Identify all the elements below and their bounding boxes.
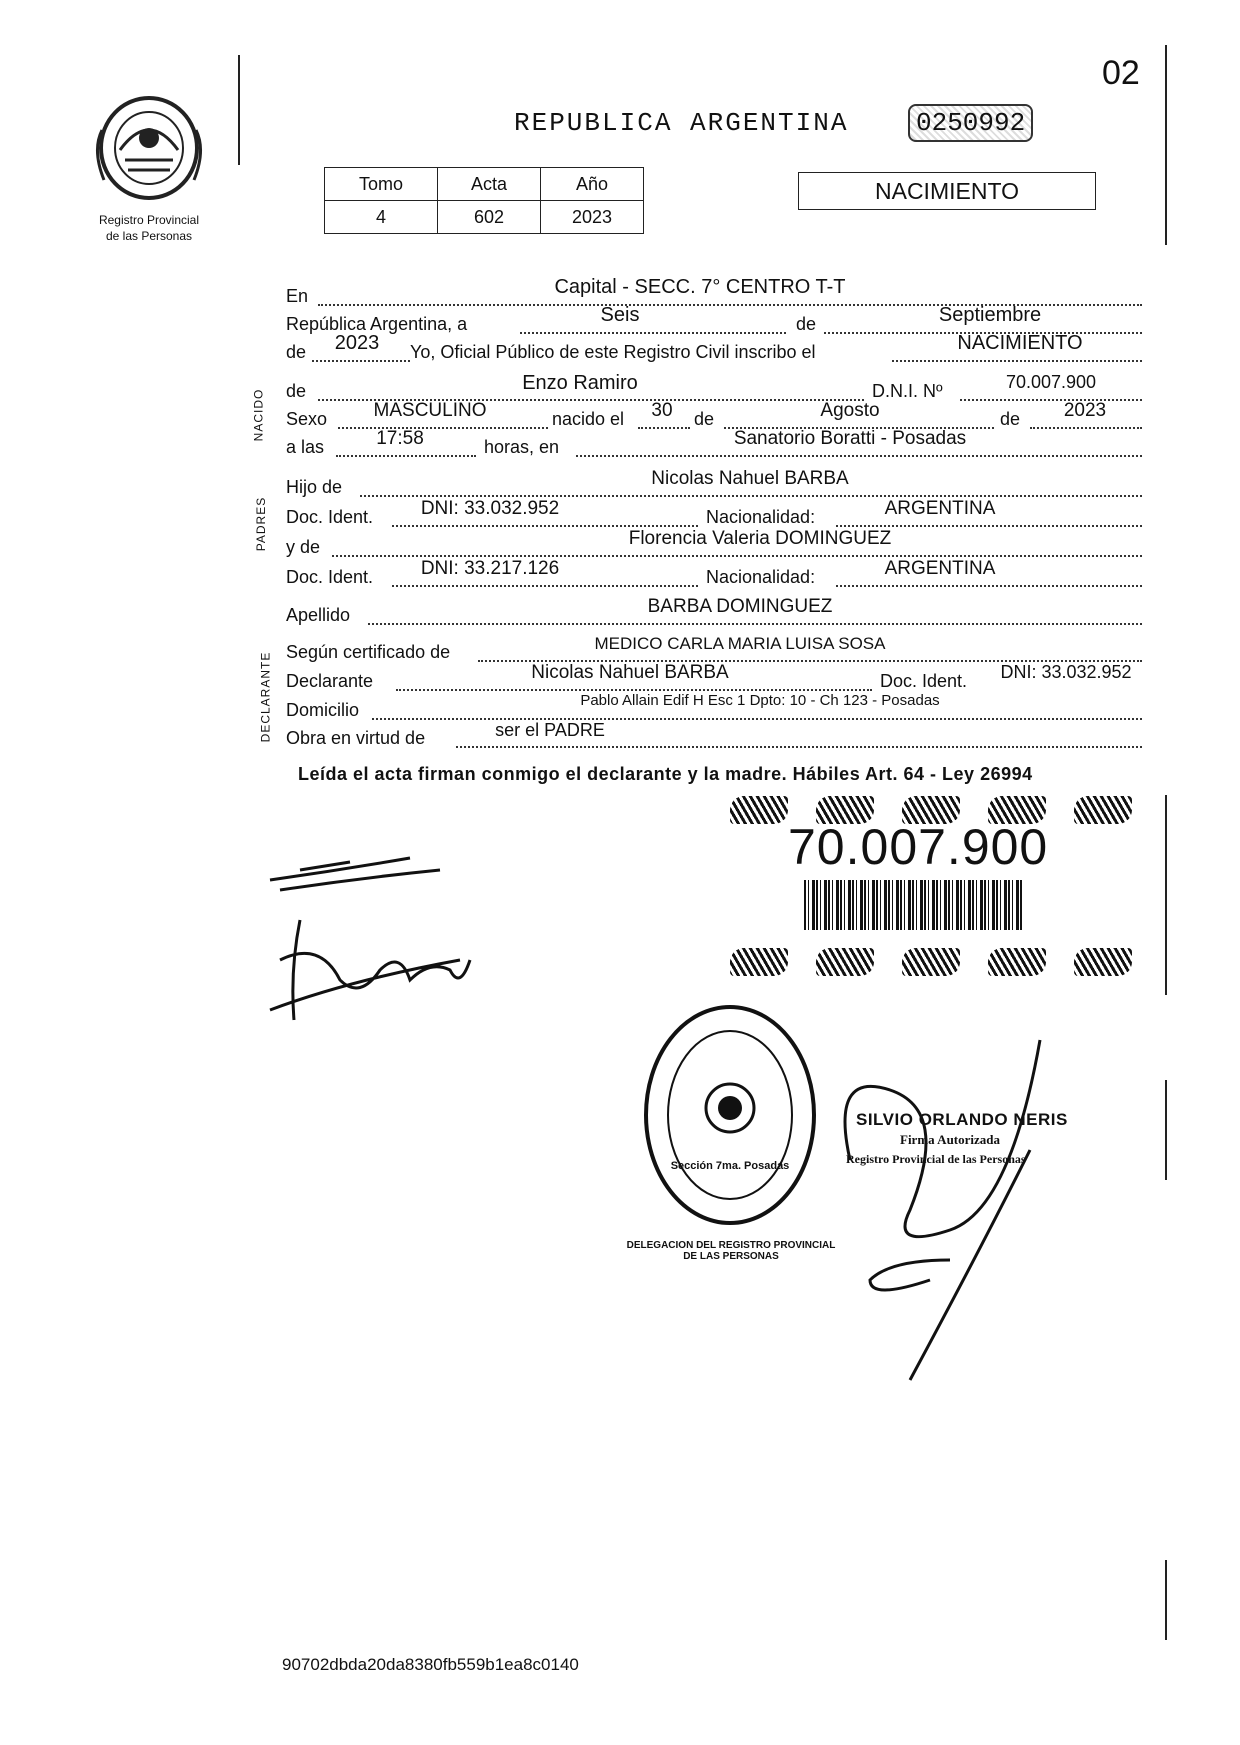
footer-hash: 90702dbda20da8380fb559b1ea8c0140 — [282, 1655, 579, 1674]
label-de-anio: de — [286, 342, 307, 362]
label-dni: D.N.I. Nº — [872, 381, 943, 401]
dots-padre-nac — [836, 525, 1142, 527]
official-signature — [830, 1030, 1080, 1390]
right-margin-line-2 — [1165, 795, 1167, 995]
value-certificado: MEDICO CARLA MARIA LUISA SOSA — [594, 634, 886, 653]
label-de-nac-anio: de — [1000, 409, 1021, 429]
value-anio: 2023 — [334, 332, 380, 354]
document-title: REPUBLICA ARGENTINA — [514, 108, 849, 138]
label-horas-en: horas, en — [484, 437, 560, 457]
dots-padre-doc — [392, 525, 698, 527]
label-segun-certificado: Según certificado de — [286, 642, 451, 662]
dots-hora — [336, 455, 476, 457]
value-padre: Nicolas Nahuel BARBA — [651, 468, 849, 489]
dots-declarante — [396, 689, 872, 691]
label-nacionalidad-padre: Nacionalidad: — [706, 507, 816, 527]
value-declarante: Nicolas Nahuel BARBA — [531, 662, 729, 683]
dots-inscribo — [892, 360, 1142, 362]
ref-value-tomo: 4 — [325, 201, 438, 234]
official-org: Registro Provincial de las Personas — [846, 1152, 1026, 1166]
label-y-de: y de — [286, 537, 321, 557]
right-margin-line-3 — [1165, 1080, 1167, 1180]
label-sexo: Sexo — [286, 409, 328, 429]
value-nac-anio: 2023 — [1063, 400, 1107, 421]
side-label-nacido: NACIDO — [251, 388, 266, 442]
ref-value-acta: 602 — [438, 201, 541, 234]
value-madre-doc: DNI: 33.217.126 — [420, 558, 560, 579]
label-obra: Obra en virtud de — [286, 728, 426, 748]
stamp-number: 0250992 — [908, 104, 1033, 142]
value-dni: 70.007.900 — [1005, 372, 1097, 392]
dots-lugar — [576, 455, 1142, 457]
value-nac-mes: Agosto — [820, 400, 880, 421]
label-a-las: a las — [286, 437, 325, 457]
logo-org-line1: Registro Provincial — [98, 213, 200, 227]
value-padre-doc: DNI: 33.032.952 — [420, 498, 560, 519]
right-margin-line-4 — [1165, 1560, 1167, 1640]
value-lugar-nacimiento: Sanatorio Boratti - Posadas — [733, 428, 967, 449]
label-de-nac-mes: de — [694, 409, 715, 429]
left-margin-line — [238, 55, 240, 165]
value-nac-dia: 30 — [651, 400, 673, 421]
act-type-box: NACIMIENTO — [798, 172, 1096, 210]
label-nacionalidad-madre: Nacionalidad: — [706, 567, 816, 587]
label-oficial: Yo, Oficial Público de este Registro Civil inscribo el — [410, 342, 816, 362]
side-label-padres: PADRES — [254, 496, 269, 552]
value-madre: Florencia Valeria DOMINGUEZ — [628, 528, 892, 549]
official-title: Firma Autorizada — [900, 1132, 1001, 1147]
security-pattern-bottom — [730, 948, 1160, 981]
value-apellido: BARBA DOMINGUEZ — [647, 596, 833, 617]
official-name: SILVIO ORLANDO NERIS — [856, 1110, 1068, 1129]
label-republica: República Argentina, a — [286, 314, 468, 334]
dots-nac-anio — [1030, 427, 1142, 429]
dots-madre — [332, 555, 1142, 557]
value-dia: Seis — [600, 304, 640, 326]
label-domicilio: Domicilio — [286, 700, 360, 720]
value-hora: 17:58 — [376, 428, 424, 449]
value-domicilio: Pablo Allain Edif H Esc 1 Dpto: 10 - Ch 123 - Posadas — [580, 692, 940, 709]
reference-table — [324, 167, 644, 234]
value-madre-nac: ARGENTINA — [884, 558, 996, 579]
official-stamp — [640, 1000, 820, 1230]
dots-dia — [520, 332, 786, 334]
closing-text: Leída el acta firman conmigo el declarante y la madre. Hábiles Art. 64 - Ley 26994 — [298, 764, 1033, 784]
logo-org-line2: de las Personas — [105, 229, 193, 243]
ref-header-tomo: Tomo — [325, 168, 438, 201]
label-doc-ident-madre: Doc. Ident. — [286, 567, 374, 587]
page-number: 02 — [1102, 54, 1140, 92]
label-hijo-de: Hijo de — [286, 477, 343, 497]
value-lugar-registro: Capital - SECC. 7° CENTRO T-T — [554, 276, 846, 298]
ref-header-anio: Año — [541, 168, 644, 201]
declarant-signature — [260, 840, 500, 1060]
stamp-ring-text: DELEGACION DEL REGISTRO PROVINCIAL DE LAS PERSONAS — [626, 1240, 836, 1262]
value-obra: ser el PADRE — [495, 720, 605, 740]
ref-header-acta: Acta — [438, 168, 541, 201]
value-decl-doc: DNI: 33.032.952 — [1000, 662, 1132, 682]
label-apellido: Apellido — [286, 605, 351, 625]
side-label-declarante: DECLARANTE — [258, 651, 273, 743]
label-en: En — [286, 286, 309, 306]
value-padre-nac: ARGENTINA — [884, 498, 996, 519]
dots-obra — [456, 746, 1142, 748]
dots-apellido — [368, 623, 1142, 625]
label-declarante: Declarante — [286, 671, 374, 691]
label-decl-doc: Doc. Ident. — [880, 671, 968, 691]
stamp-inner-text: Sección 7ma. Posadas — [670, 1160, 790, 1172]
right-margin-line — [1165, 45, 1167, 245]
dots-madre-nac — [836, 585, 1142, 587]
dots-anio — [312, 360, 410, 362]
label-de-nombre: de — [286, 381, 307, 401]
ref-value-anio: 2023 — [541, 201, 644, 234]
label-doc-ident-padre: Doc. Ident. — [286, 507, 374, 527]
value-nombre: Enzo Ramiro — [522, 372, 638, 394]
dots-padre — [360, 495, 1142, 497]
label-de-mes: de — [796, 314, 817, 334]
value-sexo: MASCULINO — [373, 400, 487, 421]
label-nacido-el: nacido el — [552, 409, 625, 429]
value-inscribo: NACIMIENTO — [957, 332, 1083, 354]
province-emblem — [90, 90, 208, 210]
barcode — [804, 880, 1024, 930]
value-mes: Septiembre — [938, 304, 1042, 326]
dots-madre-doc — [392, 585, 698, 587]
big-dni-number: 70.007.900 — [788, 819, 1049, 875]
